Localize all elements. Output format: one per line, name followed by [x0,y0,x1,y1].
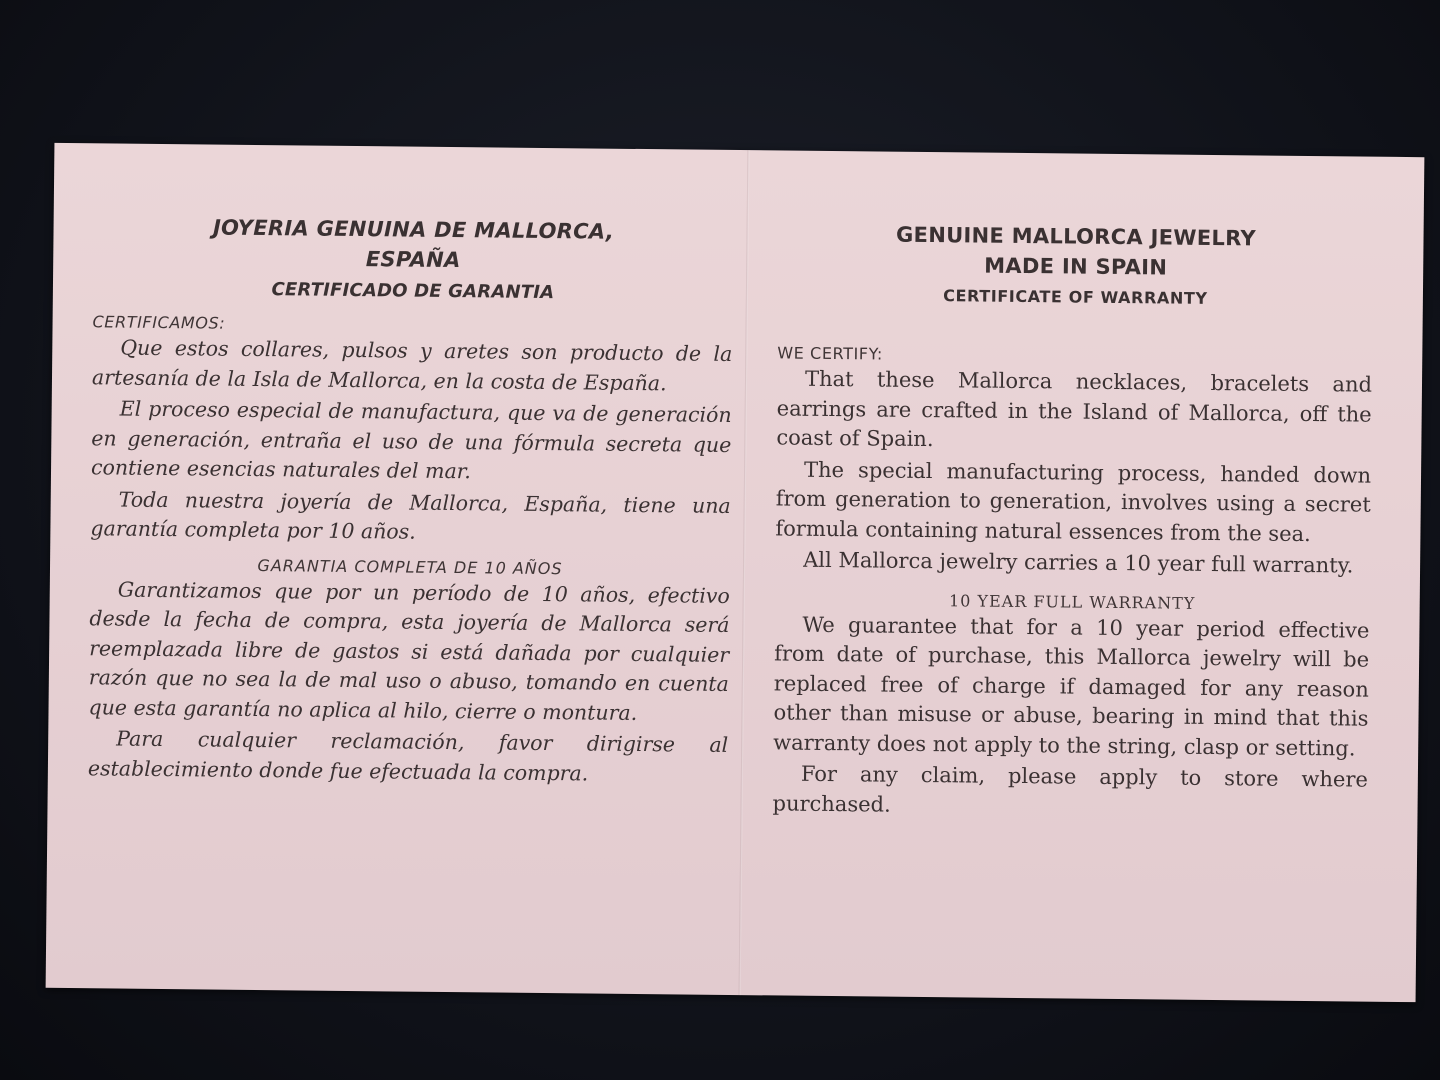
warranty-card [46,143,1425,1002]
spanish-paragraph-1: Que estos collares, pulsos y aretes son producto de la artesanía de la Isla de Mallorca, en la costa de España. [91,335,733,395]
spanish-paragraph-5: Para cualquier reclamación, favor dirigirse al establecimiento donde fue efectuada la compra. [87,726,729,785]
spanish-paragraph-4: Garantizamos que por un período de 10 años, efectivo desde la fecha de compra, esta joyería de Mallorca será reemplazada libre de gastos si está dañada por cualquier razón que no sea la de mal uso o abuso, tomando en cuenta que esta garantía no aplica al hilo, cierre o montura. [88,577,730,725]
english-paragraph-5: For any claim, please apply to store where purchased. [772,761,1368,817]
spanish-paragraph-3: Toda nuestra joyería de Mallorca, España, tiene una garantía completa por 10 años. [90,487,731,544]
english-paragraph-1: That these Mallorca necklaces, bracelets and earrings are crafted in the Island of Mallorca, off the coast of Spain. [776,366,1373,452]
english-certify-label: WE CERTIFY: [777,343,883,364]
spanish-title-line1: JOYERIA GENUINA DE MALLORCA, [212,215,615,244]
english-warranty-heading: 10 YEAR FULL WARRANTY [948,590,1196,613]
english-subtitle: CERTIFICATE OF WARRANTY [943,286,1208,308]
english-panel [771,150,1375,1001]
english-title-line1: GENUINE MALLORCA JEWELRY [895,222,1257,251]
english-paragraph-4: We guarantee that for a 10 year period effective from date of purchase, this Mallorca jewelry will be replaced free of charge if damaged for any reason other than misuse or abuse, bearing in mind that this warranty does not apply to the string, clasp or setting. [773,612,1370,761]
spanish-panel [86,143,735,995]
english-paragraph-2: The special manufacturing process, handed down from generation to generation, involves using a secret formula containing natural essences from the sea. [775,457,1372,546]
spanish-certify-label: CERTIFICAMOS: [92,312,226,333]
spanish-warranty-heading: GARANTIA COMPLETA DE 10 AÑOS [257,555,563,578]
card-fold-line [739,150,750,995]
english-paragraph-3: All Mallorca jewelry carries a 10 year full warranty. [803,547,1354,578]
spanish-paragraph-2: El proceso especial de manufactura, que va de generación en generación, entraña el uso de una fórmula secreta que contiene esencias naturales del mar. [90,396,732,484]
spanish-subtitle: CERTIFICADO DE GARANTIA [271,279,555,304]
english-title-line2: MADE IN SPAIN [984,253,1168,280]
spanish-title-line2: ESPAÑA [365,247,461,273]
